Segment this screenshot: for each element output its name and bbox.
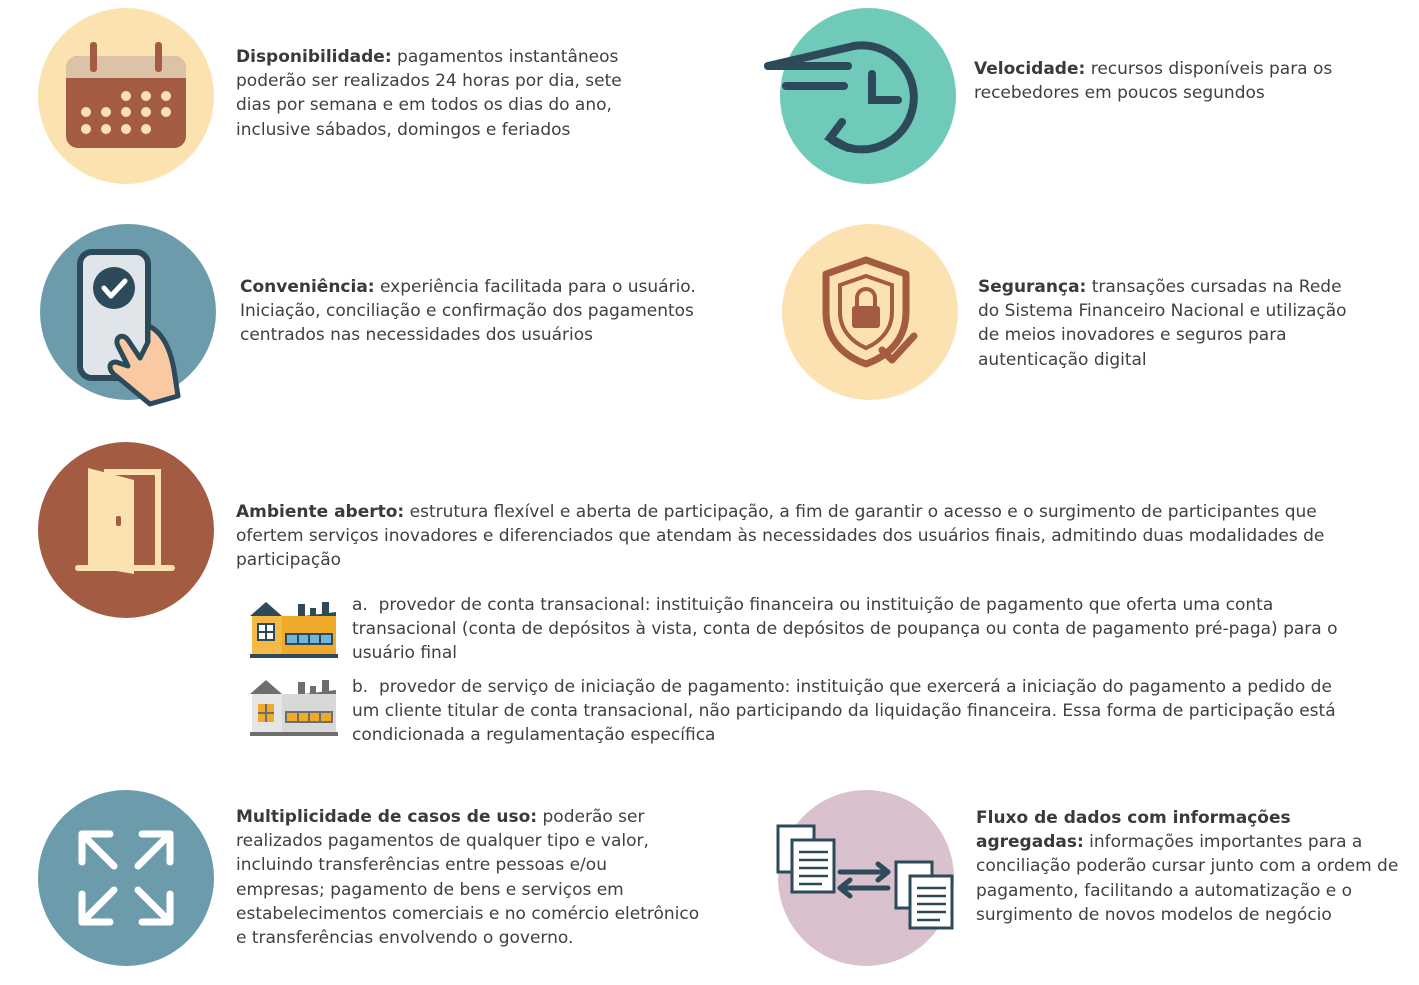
fluxo-title: Fluxo de dados com informações agregadas:: [976, 808, 1291, 853]
ambiente-item-a-text: provedor de conta transacional: instituição financeira ou instituição de pagamento que oferta uma conta transacional (conta de depósitos à vista, conta de depósitos de poupança ou conta de pagamento pré-paga) para o usuário final: [352, 595, 1338, 664]
open-door-icon: [72, 462, 182, 582]
multiplicidade-text: [236, 805, 701, 950]
fast-clock-icon: [762, 30, 942, 160]
phone-check-icon: [74, 246, 184, 411]
calendar-icon: [60, 38, 192, 154]
velocidade-title: Velocidade:: [974, 59, 1086, 79]
ambiente-item-b: [352, 675, 1342, 748]
ambiente-item-b-label: b.: [352, 677, 369, 697]
document-exchange-icon: [772, 822, 962, 934]
building-gray-icon: [248, 676, 340, 738]
ambiente-desc: estrutura flexível e aberta de participação, a fim de garantir o acesso e o surgimento de participantes que ofertem serviços inovadores e diferenciados que atendam às necessidades dos usuários finais, admitindo duas modalidades de participação: [236, 502, 1325, 571]
seguranca-text: [978, 275, 1348, 372]
ambiente-item-a: [352, 593, 1342, 666]
conveniencia-desc: experiência facilitada para o usuário. Iniciação, conciliação e confirmação dos pagamentos centrados nas necessidades dos usuários: [240, 277, 696, 346]
multiplicidade-title: Multiplicidade de casos de uso:: [236, 807, 538, 827]
disponibilidade-text: [236, 45, 656, 142]
velocidade-desc: recursos disponíveis para os recebedores em poucos segundos: [974, 59, 1333, 104]
seguranca-desc: transações cursadas na Rede do Sistema Financeiro Nacional e utilização de meios inovadores e seguros para autenticação digital: [978, 277, 1347, 370]
shield-lock-icon: [822, 254, 922, 370]
fluxo-text: [976, 806, 1401, 927]
ambiente-title: Ambiente aberto:: [236, 502, 405, 522]
ambiente-item-a-label: a.: [352, 595, 368, 615]
seguranca-title: Segurança:: [978, 277, 1087, 297]
building-navy-icon: [248, 598, 340, 660]
ambiente-text: [236, 500, 1336, 573]
disponibilidade-title: Disponibilidade:: [236, 47, 392, 67]
fluxo-desc: informações importantes para a conciliação poderão cursar junto com a ordem de pagamento, facilitando a automatização e o surgimento de novos modelos de negócio: [976, 832, 1399, 925]
expand-arrows-icon: [74, 826, 178, 930]
velocidade-text: [974, 57, 1364, 105]
conveniencia-text: [240, 275, 730, 348]
multiplicidade-desc: poderão ser realizados pagamentos de qualquer tipo e valor, incluindo transferências entre pessoas e/ou empresas; pagamento de bens e serviços em estabelecimentos comerciais e no comércio eletrônico e transferências envolvendo o governo.: [236, 807, 700, 949]
conveniencia-title: Conveniência:: [240, 277, 375, 297]
ambiente-item-b-text: provedor de serviço de iniciação de pagamento: instituição que exercerá a iniciação do pagamento a pedido de um cliente titular de conta transacional, não participando da liquidação financeira. Essa forma de participação está condicionada a regulamentação específica: [352, 677, 1336, 746]
disponibilidade-desc: pagamentos instantâneos poderão ser realizados 24 horas por dia, sete dias por semana e em todos os dias do ano, inclusive sábados, domingos e feriados: [236, 47, 622, 140]
